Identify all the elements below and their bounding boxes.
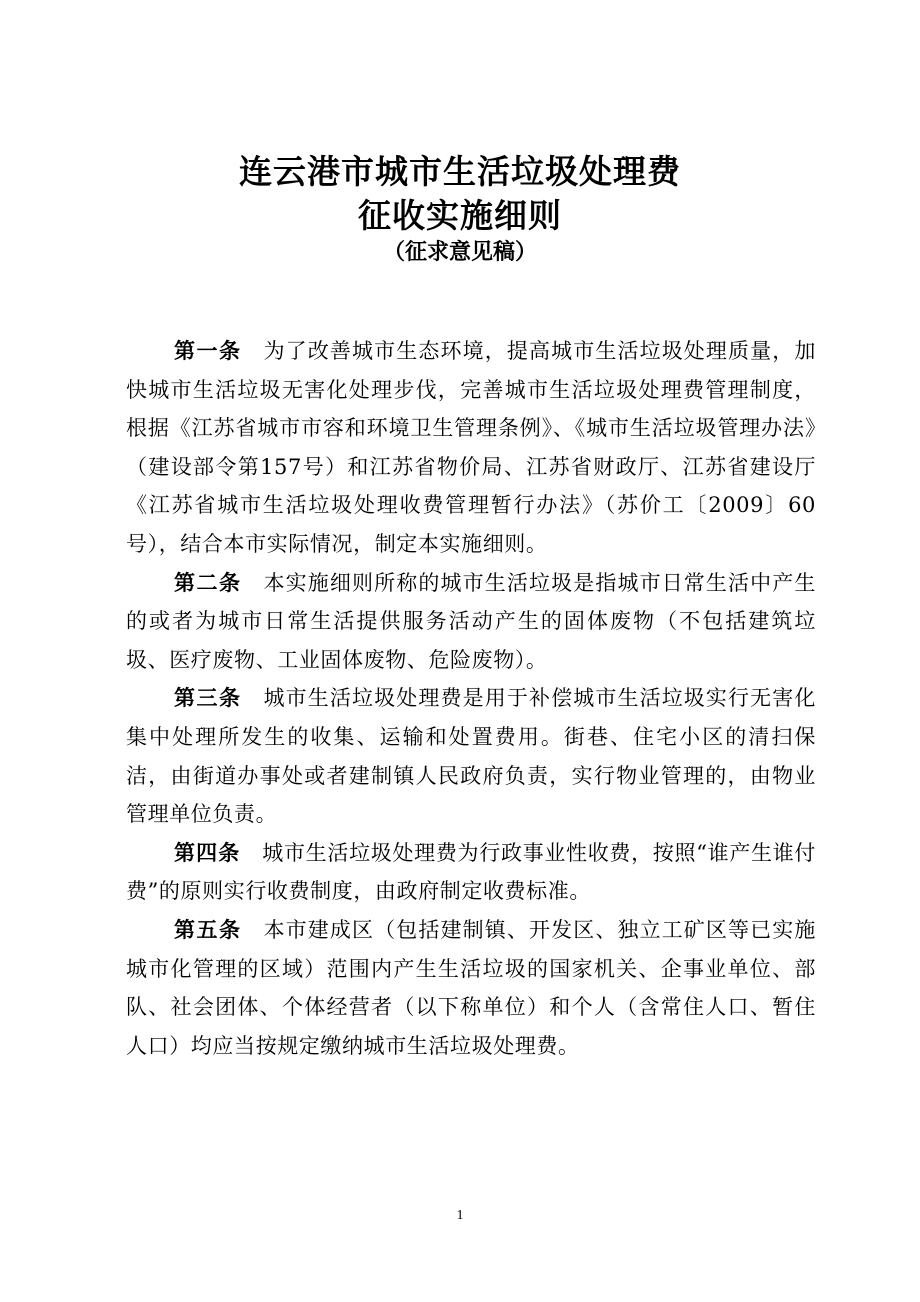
article-text: 本市建成区（包括建制镇、开发区、独立工矿区等已实施城市化管理的区域）范围内产生生活垃圾的国家机关、企事业单位、部队、社会团体、个体经营者（以下称单位）和个人（含常住人口、暂住人口）均应当按规定缴纳城市生活垃圾处理费。 [126,917,817,1058]
document-body [126,332,816,1065]
article-text: 本实施细则所称的城市生活垃圾是指城市日常生活中产生的或者为城市日常生活提供服务活动产生的固体废物（不包括建筑垃圾、医疗废物、工业固体废物、危险废物）。 [126,570,817,672]
document-title-line-1: 连云港市城市生活垃圾处理费 [239,152,681,191]
article-heading: 第五条 [174,917,242,942]
article-text: 为了改善城市生态环境，提高城市生活垃圾处理质量，加快城市生活垃圾无害化处理步伐，完善城市生活垃圾处理费管理制度，根据《江苏省城市市容和环境卫生管理条例》、《城市生活垃圾管理办法》（建设部令第157号）和江苏省物价局、江苏省财政厅、江苏省建设厅《江苏省城市生活垃圾处理收费管理暂行办法》（苏价工〔2009〕60号），结合本市实际情况，制定本实施细则。 [126,339,817,556]
article-heading: 第一条 [174,339,242,363]
article-5 [126,911,816,1065]
article-text: 城市生活垃圾处理费为行政事业性收费，按照“谁产生谁付费”的原则实行收费制度，由政府制定收费标准。 [126,840,817,904]
document-title-line-2: 征收实施细则 [358,196,562,235]
title-block [0,150,920,268]
article-1 [126,332,816,564]
article-heading: 第三条 [174,686,242,711]
page-number: 1 [456,1208,464,1223]
article-heading: 第四条 [174,840,241,865]
article-2 [126,564,816,680]
article-heading: 第二条 [174,570,242,595]
article-3 [126,679,816,833]
document-subtitle: （征求意见稿） [382,240,537,265]
article-4 [126,834,816,911]
article-text: 城市生活垃圾处理费是用于补偿城市生活垃圾实行无害化集中处理所发生的收集、运输和处置费用。街巷、住宅小区的清扫保洁，由街道办事处或者建制镇人民政府负责，实行物业管理的，由物业管理单位负责。 [126,686,817,827]
